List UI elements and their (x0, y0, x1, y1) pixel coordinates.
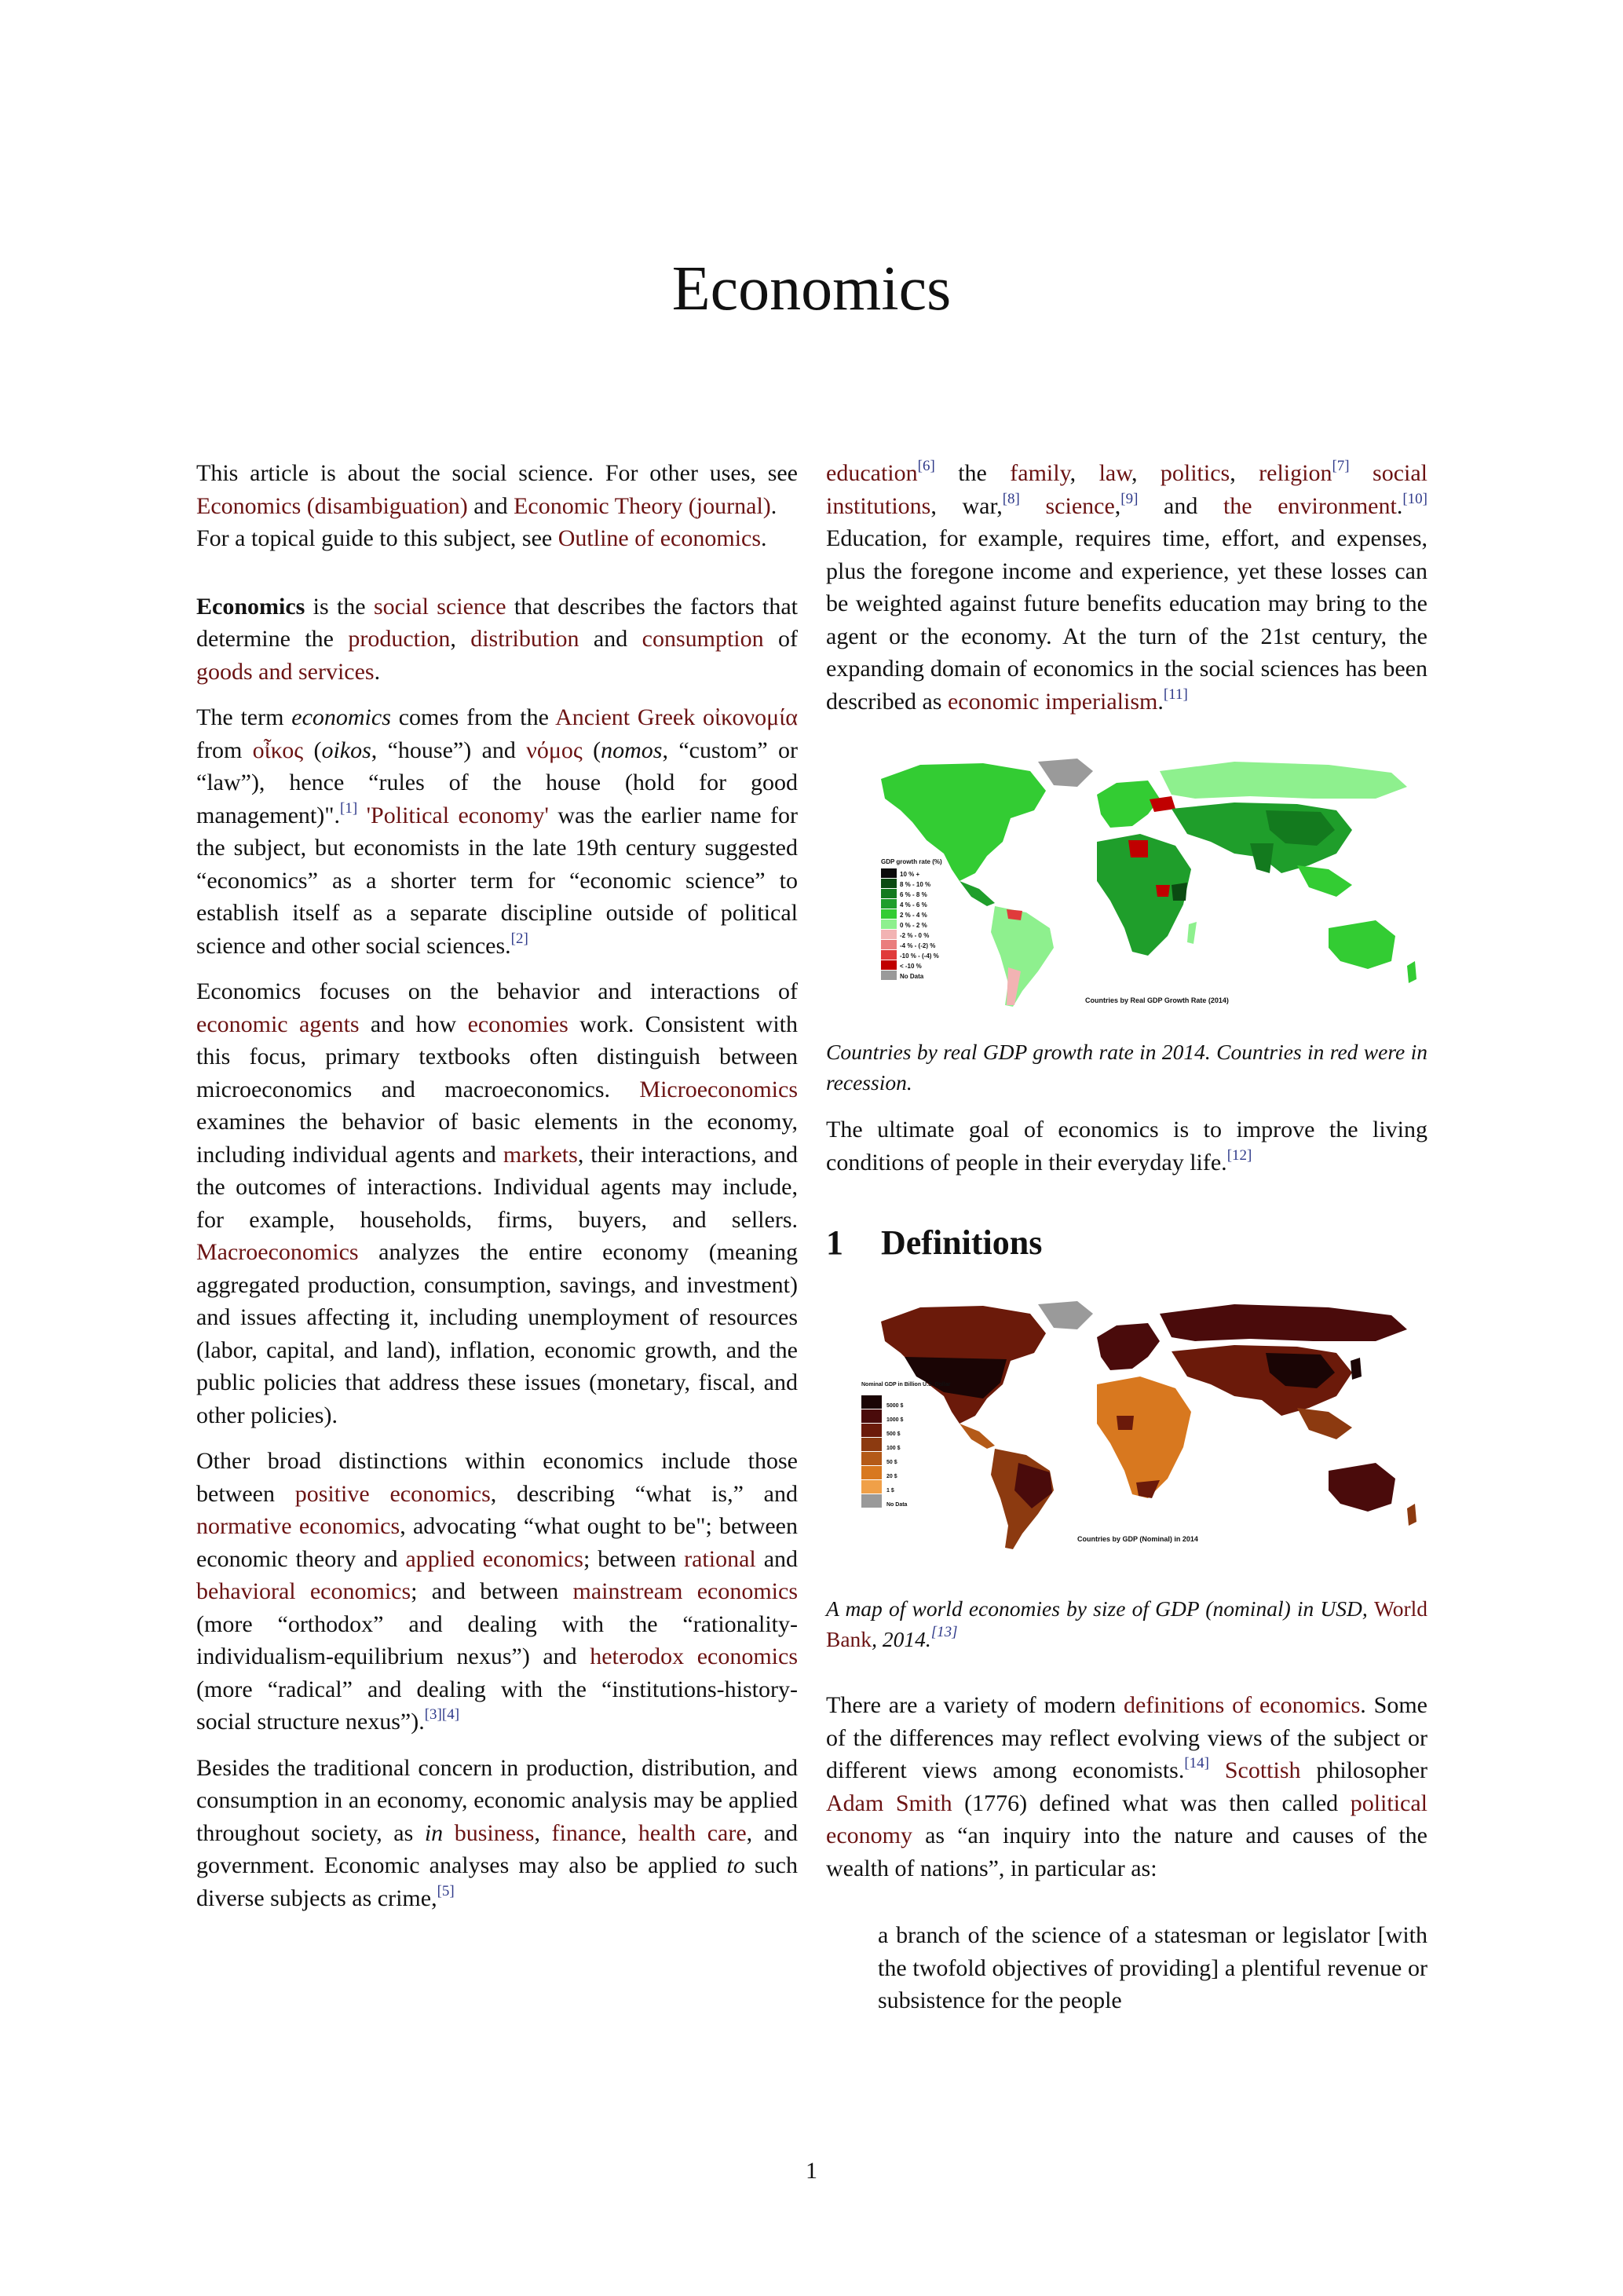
link-economic-imperialism[interactable]: economic imperialism (947, 688, 1158, 715)
right-column (826, 457, 1427, 2017)
page-number: 1 (806, 2158, 817, 2184)
legend-label: 10 % + (900, 871, 920, 878)
goal-paragraph: The ultimate goal of economics is to improve the living conditions of people in their everyday life.[12] (826, 1117, 1427, 1175)
citation-12[interactable]: [12] (1226, 1146, 1252, 1164)
legend-label: -4 % - (-2) % (900, 942, 936, 949)
link-microeconomics[interactable]: Microeconomics (639, 1076, 798, 1102)
nigeria-shape (1117, 1416, 1134, 1430)
link-mainstream-economics[interactable]: mainstream economics (572, 1578, 798, 1604)
link-business[interactable]: business (454, 1819, 535, 1846)
legend-label: -2 % - 0 % (900, 932, 930, 939)
intro-paragraph: Economics is the social science that describes the factors that determine the production, distribution and consumption of goods and services. (196, 593, 798, 685)
section-number: 1 (826, 1223, 843, 1262)
citation-11[interactable]: [11] (1163, 686, 1188, 703)
besides-paragraph: Besides the traditional concern in production, distribution, and consumption in an economy, economic analysis may be applied throughout society, as in business, finance, health care, and government. Economic analyses may also be applied to such diverse subjects as crime,[5] (196, 1754, 799, 1911)
link-health-care[interactable]: health care (638, 1819, 747, 1846)
distinctions-paragraph: Other broad distinctions within economics include those between positive economics, describing “what is,” and normative economics, advocating “what ought to be"; between economic theory and applied economics; between rational and behavioral economics; and between mainstream economics (more “orthodox” and dealing with the “rationality-individualism-equilibrium nexus”) and heterodox economics (more “radical” and dealing with the “institutions-history-social structure nexus”).[3][4] (196, 1448, 799, 1735)
legend-swatch (861, 1466, 882, 1479)
citation-9[interactable]: [9] (1120, 490, 1139, 507)
link-normative-economics[interactable]: normative economics (196, 1513, 400, 1539)
legend-swatch (881, 971, 897, 980)
link-political-economy[interactable]: 'Political economy' (366, 802, 549, 828)
citation-5[interactable]: [5] (437, 1882, 455, 1899)
link-oikonomia[interactable]: οἰκονομία (703, 704, 798, 730)
link-world-bank[interactable]: World Bank (826, 1596, 1427, 1651)
legend-swatch (881, 909, 897, 919)
link-positive-economics[interactable]: positive economics (294, 1480, 491, 1507)
link-political-economy-2[interactable]: political economy (826, 1790, 1427, 1848)
venezuela-shape (1007, 909, 1022, 920)
section-heading-definitions (826, 1219, 1427, 1267)
link-the-environment[interactable]: the environment (1223, 492, 1397, 519)
ethiopia-shape (1172, 883, 1187, 901)
link-ancient-greek[interactable]: Ancient Greek (555, 704, 696, 730)
legend-swatch (861, 1424, 882, 1437)
legend-title: Nominal GDP in Billion U.S. Dollar (861, 1382, 951, 1387)
link-outline-of-economics[interactable]: Outline of economics (557, 525, 762, 551)
term-paragraph: The term economics comes from the Ancient Greek οἰκονομία from οἶκος (oikos, “house”) and νόμος (nomos, “custom” or “law”), hence “rules of the house (hold for good management)".[1] 'Political economy' was the earlier name for the subject, but economists in the late 19th century suggested “economics” as a shorter term for “economic science” to establish itself as a separate discipline outside of political science and other social sciences.[2] (196, 704, 799, 959)
gdp-nominal-figure (826, 1298, 1427, 1654)
legend-swatch (881, 919, 897, 929)
citation-13[interactable]: [13] (930, 1624, 958, 1640)
link-politics[interactable]: politics (1160, 460, 1230, 486)
link-economic-theory-journal[interactable]: Economic Theory (journal) (514, 492, 771, 519)
legend-label: 1000 $ (886, 1417, 904, 1423)
legend-label: No Data (900, 973, 924, 980)
legend-swatch (881, 889, 897, 898)
legend-swatch (861, 1480, 882, 1493)
link-distribution[interactable]: distribution (470, 626, 579, 652)
citation-6[interactable]: [6] (917, 458, 935, 474)
citation-1[interactable]: [1] (340, 799, 358, 817)
citation-3-4[interactable]: [3][4] (424, 1706, 460, 1723)
link-nomos[interactable]: νόμος (526, 737, 583, 763)
south-sudan-shape (1156, 885, 1170, 897)
link-economies[interactable]: economies (467, 1011, 568, 1037)
focus-paragraph: Economics focuses on the behavior and interactions of economic agents and how economies work. Consistent with this focus, primary textbooks often distinguish between microeconomics and macroeconomics. Microeconomics examines the behavior of basic elements in the economy, including individual agents and markets, their interactions, and the outcomes of interactions. Individual agents may include, for example, households, firms, buyers, and sellers. Macroeconomics analyzes the entire economy (meaning aggregated production, consumption, savings, and investment) and issues affecting it, including unemployment of resources (labor, capital, and land), inflation, economic growth, and the public policies that address these issues (monetary, fiscal, and other policies). (196, 978, 799, 1428)
gdp-nominal-map[interactable] (826, 1298, 1427, 1557)
link-applied-economics[interactable]: applied economics (405, 1545, 583, 1572)
citation-2[interactable]: [2] (510, 930, 528, 947)
link-scottish[interactable]: Scottish (1224, 1757, 1301, 1783)
legend-label: 50 $ (886, 1460, 897, 1465)
link-science[interactable]: science (1045, 492, 1115, 519)
legend-label: 20 $ (886, 1474, 897, 1479)
figure-caption: Countries by real GDP growth rate in 2014. Countries in red were in recession. (826, 1040, 1427, 1095)
legend-label: 5000 $ (886, 1403, 904, 1409)
definitions-paragraph: There are a variety of modern definitions of economics. Some of the differences may reflect evolving views of the subject or different views among economists.[14] Scottish philosopher Adam Smith (1776) defined what was then called political economy as “an inquiry into the nature and causes of the wealth of nations”, in particular as: (826, 1692, 1427, 1881)
link-goods-and-services[interactable]: goods and services (196, 658, 375, 685)
map-label: Countries by Real GDP Growth Rate (2014) (1085, 996, 1229, 1004)
legend-label: 0 % - 2 % (900, 922, 927, 929)
gdp-growth-figure (826, 755, 1427, 1098)
citation-10[interactable]: [10] (1402, 490, 1427, 507)
legend-swatch (861, 1452, 882, 1465)
link-oikos[interactable]: οἶκος (252, 737, 304, 763)
libya-shape (1128, 840, 1148, 857)
legend-swatch (881, 950, 897, 960)
legend-swatch (861, 1438, 882, 1451)
link-production[interactable]: production (348, 626, 451, 652)
citation-8[interactable]: [8] (1002, 490, 1020, 507)
legend-label: 8 % - 10 % (900, 881, 931, 888)
page-title: Economics (671, 254, 952, 324)
legend-label: < -10 % (900, 963, 922, 970)
continued-paragraph: education[6] the family, law, politics, religion[7] social institutions, war,[8] science,[9] and the environment.[10] Education, for example, requires time, effort, and expenses, plus the foregone income and experience, yet these losses can be weighted against future benefits education may bring to the agent or the economy. At the turn of the 21st century, the expanding domain of economics in the social sciences has been described as economic imperialism.[11] (826, 458, 1428, 715)
map-label: Countries by GDP (Nominal) in 2014 (1077, 1535, 1198, 1543)
link-religion[interactable]: religion (1259, 460, 1332, 486)
link-consumption[interactable]: consumption (642, 626, 764, 652)
legend-label: 1 $ (886, 1488, 894, 1493)
legend-swatch (881, 940, 897, 949)
link-economics-disambiguation[interactable]: Economics (disambiguation) (196, 492, 468, 519)
link-family[interactable]: family (1010, 460, 1070, 486)
link-definitions-of-economics[interactable]: definitions of economics (1123, 1692, 1361, 1718)
legend-swatch (861, 1395, 882, 1409)
link-adam-smith[interactable]: Adam Smith (826, 1790, 952, 1816)
legend-swatch (881, 868, 897, 878)
legend-label: 100 $ (886, 1446, 901, 1451)
left-column (196, 457, 798, 1914)
legend-swatch (881, 879, 897, 888)
gdp-growth-map[interactable] (826, 755, 1427, 1015)
hatnote: This article is about the social science. For other uses, see Economics (disambiguation) and Economic Theory (journal). For a topical guide to this subject, see Outline of economics. (196, 460, 798, 551)
section-title: Definitions (881, 1223, 1043, 1262)
link-social-institutions[interactable]: social institutions (826, 460, 1428, 519)
figure-caption: A map of world economies by size of GDP (nominal) in USD, World Bank, 2014.[13] (826, 1596, 1427, 1651)
link-education[interactable]: education (826, 460, 918, 486)
legend-swatch (861, 1409, 882, 1423)
legend-title: GDP growth rate (%) (881, 858, 942, 865)
legend-swatch (881, 930, 897, 939)
link-social-science[interactable]: social science (373, 593, 506, 620)
link-behavioral-economics[interactable]: behavioral economics (196, 1578, 411, 1604)
citation-7[interactable]: [7] (1332, 458, 1350, 474)
legend-label: -10 % - (-4) % (900, 952, 939, 960)
legend-swatch (881, 899, 897, 909)
link-markets[interactable]: markets (503, 1141, 578, 1168)
link-finance[interactable]: finance (551, 1819, 621, 1846)
adam-smith-quote: a branch of the science of a statesman or legislator [with the twofold objectives of providing] a plentiful revenue or subsistence for the people (878, 1922, 1427, 2013)
citation-14[interactable]: [14] (1184, 1755, 1209, 1771)
legend-label: 500 $ (886, 1431, 901, 1437)
japan-shape (1351, 1358, 1362, 1380)
link-macroeconomics[interactable]: Macroeconomics (196, 1239, 359, 1265)
link-economic-agents[interactable]: economic agents (196, 1011, 360, 1037)
link-law[interactable]: law (1098, 460, 1131, 486)
link-rational[interactable]: rational (684, 1545, 756, 1572)
legend-swatch (861, 1494, 882, 1508)
legend-label: No Data (886, 1502, 908, 1508)
legend-swatch (881, 960, 897, 970)
legend-label: 4 % - 6 % (900, 901, 927, 909)
legend-label: 6 % - 8 % (900, 891, 927, 898)
link-heterodox-economics[interactable]: heterodox economics (590, 1643, 798, 1669)
legend-label: 2 % - 4 % (900, 912, 927, 919)
